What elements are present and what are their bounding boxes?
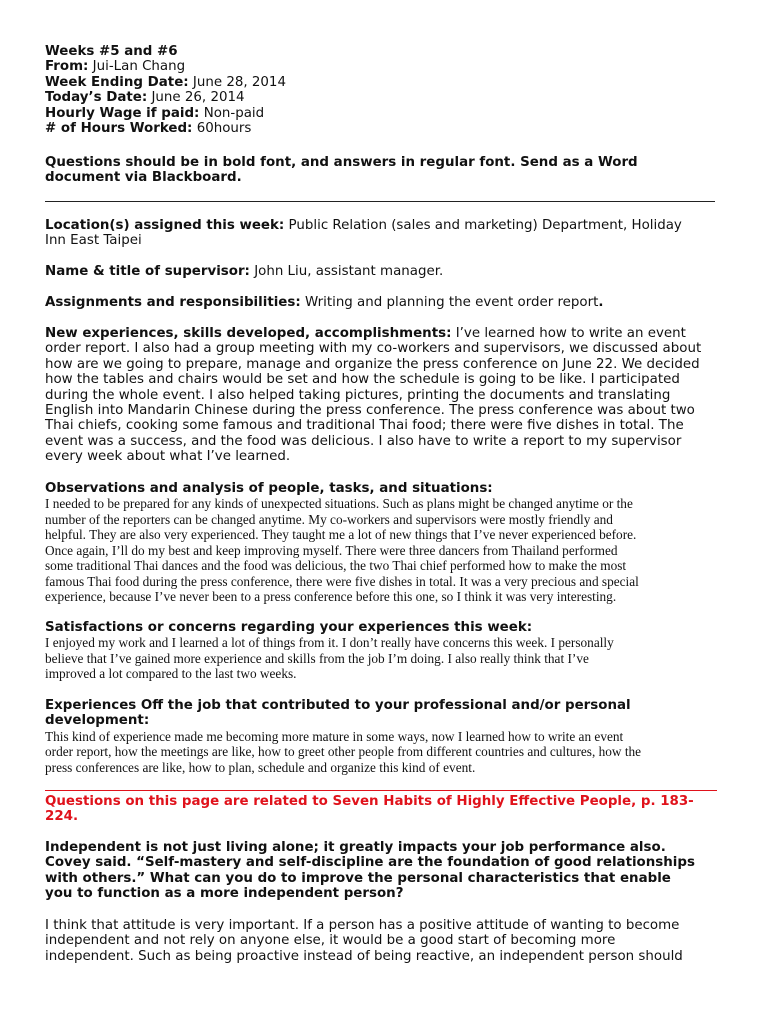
hours-worked-value: 60hours [196,121,252,137]
independent-answer-line: independent. Such as being proactive instead of being reactive, an independent person should [45,948,683,964]
assignments-section [45,295,745,310]
observations-answer [45,496,745,605]
supervisor-section [45,264,745,279]
from-line [45,59,745,74]
separator-line [45,201,715,202]
new-experiences-text: order report. I also had a group meeting with my co-workers and supervisors, we discussed about [45,341,702,357]
new-experiences-text: event was a success, and the food was delicious. I also have to write a report to my supervisor [45,433,682,449]
off-job-answer [45,729,745,776]
new-experiences-text: I’ve learned how to write an event [455,326,686,341]
observations-text: experience, because I’ve never been to a press conference before this one, so I think it was very interesting. [45,589,617,605]
satisfactions-section [45,620,745,682]
week-ending-label: Week Ending Date: [45,74,189,90]
from-label: From: [45,59,89,75]
new-experiences-text: how are we going to prepare, manage and organize the press conference on June 22. We decided [45,356,700,372]
new-experiences-text: English into Mandarin Chinese during the press conference. The press conference was about two [45,403,695,419]
week-ending-line [45,75,745,90]
location-section [45,218,745,249]
off-job-text: order report, how the meetings are like, how to greet other people from different countries and cultures, how the [45,744,642,760]
observations-section [45,481,745,605]
assignments-line [45,295,745,310]
independent-question [45,840,745,902]
satisfactions-label: Satisfactions or concerns regarding your experiences this week: [45,620,533,635]
satisfactions-text: believe that I’ve gained more experience and skills from the job I’m doing. I also really think that I’ve [45,650,589,666]
from-value: Jui-Lan Chang [92,59,186,75]
new-experiences-text: every week about what I’ve learned. [45,449,291,465]
location-value: Public Relation (sales and marketing) Department, Holiday [288,218,682,233]
assignments-end-mark: . [598,295,604,310]
new-experiences-section [45,326,745,465]
weeks-heading: Weeks #5 and #6 [45,44,178,59]
off-job-text: This kind of experience made me becoming more mature in some ways, now I learned how to write an event [45,728,624,744]
location-line [45,218,745,233]
off-job-label-line: development: [45,713,150,729]
hourly-wage-label: Hourly Wage if paid: [45,105,200,121]
supervisor-value: John Liu, assistant manager. [254,264,444,279]
week-ending-value: June 28, 2014 [192,74,286,90]
new-experiences-label: New experiences, skills developed, accomplishments: [45,326,452,341]
observations-label: Observations and analysis of people, tasks, and situations: [45,481,493,496]
off-job-label [45,698,745,729]
off-job-section [45,698,745,775]
todays-date-value: June 26, 2014 [151,90,245,106]
seven-habits-note [45,794,745,825]
new-experiences-first-line [45,326,745,341]
off-job-text: press conferences are like, how to plan, schedule and organize this kind of event. [45,759,476,775]
report-header [45,44,745,136]
satisfactions-text: improved a lot compared to the last two weeks. [45,666,297,682]
hours-worked-line [45,121,745,136]
independent-question-line: Independent is not just living alone; it greatly impacts your job performance also. [45,840,666,855]
hourly-wage-value: Non-paid [203,105,265,121]
observations-text: some traditional Thai dances and the food was delicious, the two Thai chief performed how to make the most [45,558,627,574]
independent-answer-line: independent and not rely on anyone else, it would be a good start of becoming more [45,933,616,949]
seven-habits-line: Questions on this page are related to Seven Habits of Highly Effective People, p. 183- [45,794,694,809]
assignments-value: Writing and planning the event order report [304,295,599,310]
hourly-wage-line [45,106,745,121]
new-experiences-text: during the whole event. I also helped taking pictures, printing the documents and translating [45,387,671,403]
location-value-cont: Inn East Taipei [45,233,142,249]
supervisor-line [45,264,745,279]
new-experiences-text: Thai chiefs, cooking some famous and traditional Thai food; there were five dishes in total. The [45,418,684,434]
supervisor-label: Name & title of supervisor: [45,264,250,279]
assignments-label: Assignments and responsibilities: [45,295,301,310]
independent-question-line: you to function as a more independent person? [45,886,404,902]
observations-text: number of the reporters can be changed anytime. My co-workers and supervisors were mostly friendly and [45,511,613,527]
new-experiences-text: how the tables and chairs would be set and how the schedule is going to be like. I participated [45,372,680,388]
todays-date-label: Today’s Date: [45,90,148,106]
independent-answer-line: I think that attitude is very important. If a person has a positive attitude of wanting to become [45,918,680,933]
satisfactions-text: I enjoyed my work and I learned a lot of things from it. I don’t really have concerns this week. I personally [45,635,614,651]
independent-question-line: Covey said. “Self-mastery and self-discipline are the foundation of good relationships [45,855,695,871]
instructions-line: document via Blackboard. [45,170,242,186]
instructions [45,155,745,186]
off-job-label-line: Experiences Off the job that contributed to your professional and/or personal [45,698,631,713]
independent-answer [45,918,745,964]
red-separator-line [45,790,717,791]
observations-text: helpful. They are also very experienced. They taught me a lot of new things that I’ve never experienced before. [45,527,637,543]
observations-text: Once again, I’ll do my best and keep improving myself. There were three dancers from Thailand performed [45,542,618,558]
location-label: Location(s) assigned this week: [45,218,285,233]
hours-worked-label: # of Hours Worked: [45,121,193,137]
observations-text: famous Thai food during the press conference, there were five dishes in total. It was a very precious and special [45,573,639,589]
seven-habits-line: 224. [45,809,79,825]
observations-text: I needed to be prepared for any kinds of unexpected situations. Such as plans might be changed anytime or the [45,496,633,512]
satisfactions-answer [45,635,745,682]
instructions-line: Questions should be in bold font, and answers in regular font. Send as a Word [45,155,638,170]
todays-date-line [45,90,745,105]
independent-question-line: with others.” What can you do to improve the personal characteristics that enable [45,870,671,886]
